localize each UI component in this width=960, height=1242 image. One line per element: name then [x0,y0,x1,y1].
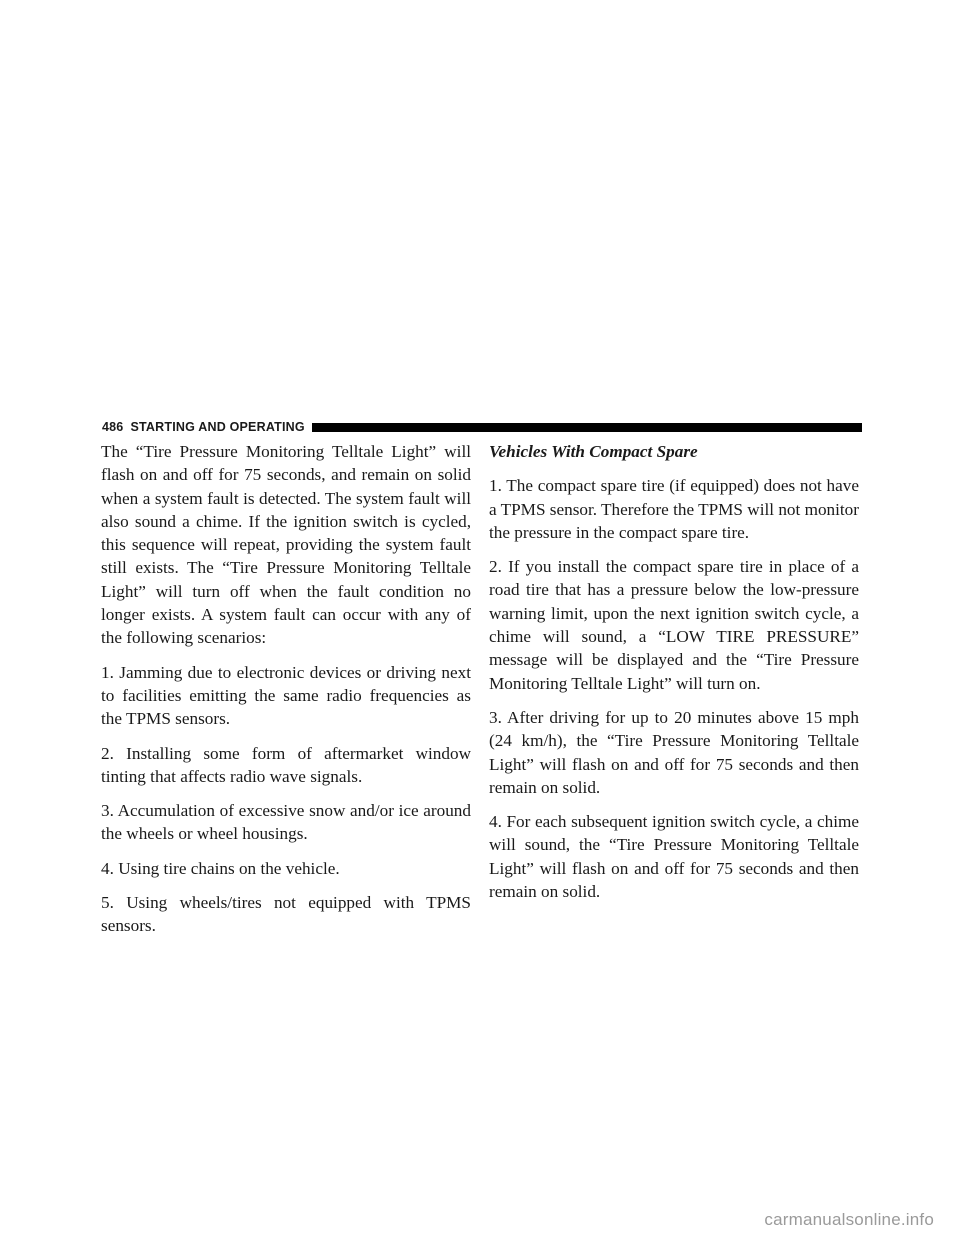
compact-spare-item-2: 2. If you install the compact spare tire in place of a road tire that has a pressure below the low-pressure warning limit, upon the next ignition switch cycle, a chime will sound, a “LOW TIRE PRESSURE” message will be displayed and the “Tire Pressure Monitoring Telltale Light” will turn on. [489,557,859,693]
intro-paragraph: The “Tire Pressure Monitoring Telltale Light” will flash on and off for 75 seconds, and remain on solid when a system fault is detected. The system fault will also sound a chime. If the ignition switch is cycled, this sequence will repeat, providing the system fault still exists. The “Tire Pressure Monitoring Telltale Light” will turn off when the fault condition no longer exists. A system fault can occur with any of the following scenarios: [101,442,471,648]
compact-spare-item-4: 4. For each subsequent ignition switch cycle, a chime will sound, the “Tire Pressure Monitoring Telltale Light” will flash on and off for 75 seconds and then remain on solid. [489,812,859,902]
compact-spare-item-1: 1. The compact spare tire (if equipped) does not have a TPMS sensor. Therefore the TPMS will not monitor the pressure in the compact spare tire. [489,476,859,542]
section-title: STARTING AND OPERATING [130,420,305,434]
header-rule [312,423,862,432]
right-column [489,440,859,914]
scenario-4: 4. Using tire chains on the vehicle. [101,858,340,878]
page-number: 486 [102,420,124,434]
watermark-text: carmanualsonline.info [764,1210,934,1229]
scenario-5: 5. Using wheels/tires not equipped with TPMS sensors. [101,893,471,936]
compact-spare-heading: Vehicles With Compact Spare [489,442,698,461]
page-header [102,419,862,435]
scenario-3: 3. Accumulation of excessive snow and/or ice around the wheels or wheel housings. [101,801,471,844]
compact-spare-item-3: 3. After driving for up to 20 minutes above 15 mph (24 km/h), the “Tire Pressure Monitoring Telltale Light” will flash on and off for 75 seconds and then remain on solid. [489,707,859,797]
scenario-1: 1. Jamming due to electronic devices or driving next to facilities emitting the same radio frequencies as the TPMS sensors. [101,662,471,729]
left-column [101,440,471,949]
scenario-2: 2. Installing some form of aftermarket window tinting that affects radio wave signals. [101,743,471,786]
